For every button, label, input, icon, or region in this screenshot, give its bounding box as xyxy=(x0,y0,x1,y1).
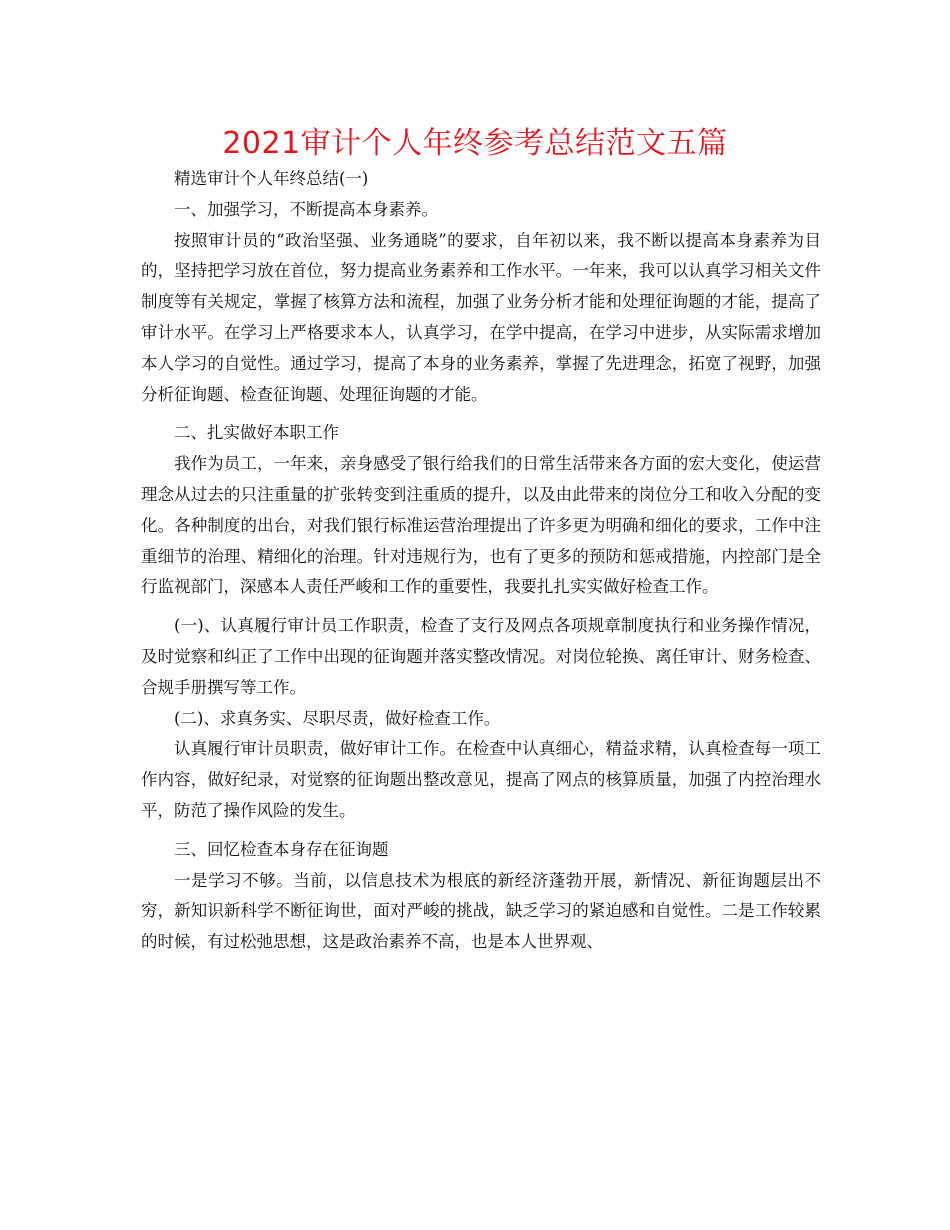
heading-duty-2: (二)、求真务实、尽职尽责，做好检查工作。 xyxy=(174,708,501,728)
heading-review-problems: 三、回忆检查本身存在征询题 xyxy=(174,839,389,859)
section-heading-summary-1: 精选审计个人年终总结(一) xyxy=(174,169,369,188)
document-body xyxy=(141,164,821,958)
document-title: 2021审计个人年终参考总结范文五篇 xyxy=(222,126,728,161)
paragraph-job: 我作为员工，一年来，亲身感受了银行给我们的日常生活带来各方面的宏大变化，使运营理念从过去的只注重量的扩张转变到注重质的提升，以及由此带来的岗位分工和收入分配的变化。各种制度的出台，对我们银行标准运营治理提出了许多更为明确和细化的要求，工作中注重细节的治理、精细化的治理。针对违规行为，也有了更多的预防和惩戒措施，内控部门是全行监视部门，深感本人责任严峻和工作的重要性，我要扎扎实实做好检查工作。 xyxy=(141,454,821,597)
paragraph-duty-1: (一)、认真履行审计员工作职责，检查了支行及网点各项规章制度执行和业务操作情况，及时觉察和纠正了工作中出现的征询题并落实整改情况。对岗位轮换、离任审计、财务检查、合规手册撰写等工作。 xyxy=(141,616,821,697)
paragraph-audit-work: 认真履行审计员职责，做好审计工作。在检查中认真细心，精益求精，认真检查每一项工作内容，做好纪录，对觉察的征询题出整改意见，提高了网点的核算质量，加强了内控治理水平，防范了操作风险的发生。 xyxy=(141,739,821,820)
heading-do-job-well: 二、扎实做好本职工作 xyxy=(174,423,339,443)
paragraph-problems: 一是学习不够。当前，以信息技术为根底的新经济蓬勃开展，新情况、新征询题层出不穷，新知识新科学不断征询世，面对严峻的挑战，缺乏学习的紧迫感和自觉性。二是工作较累的时候，有过松弛思想，这是政治素养不高，也是本人世界观、 xyxy=(141,870,821,952)
heading-strengthen-learning: 一、加强学习，不断提高本身素养。 xyxy=(174,199,438,219)
paragraph-learning: 按照审计员的“政治坚强、业务通晓”的要求，自年初以来，我不断以提高本身素养为目的，坚持把学习放在首位，努力提高业务素养和工作水平。一年来，我可以认真学习相关文件制度等有关规定，掌握了核算方法和流程，加强了业务分析才能和处理征询题的才能，提高了审计水平。在学习上严格要求本人，认真学习，在学中提高，在学习中进步，从实际需求增加本人学习的自觉性。通过学习，提高了本身的业务素养，掌握了先进理念，拓宽了视野，加强分析征询题、检查征询题、处理征询题的才能。 xyxy=(141,230,821,404)
